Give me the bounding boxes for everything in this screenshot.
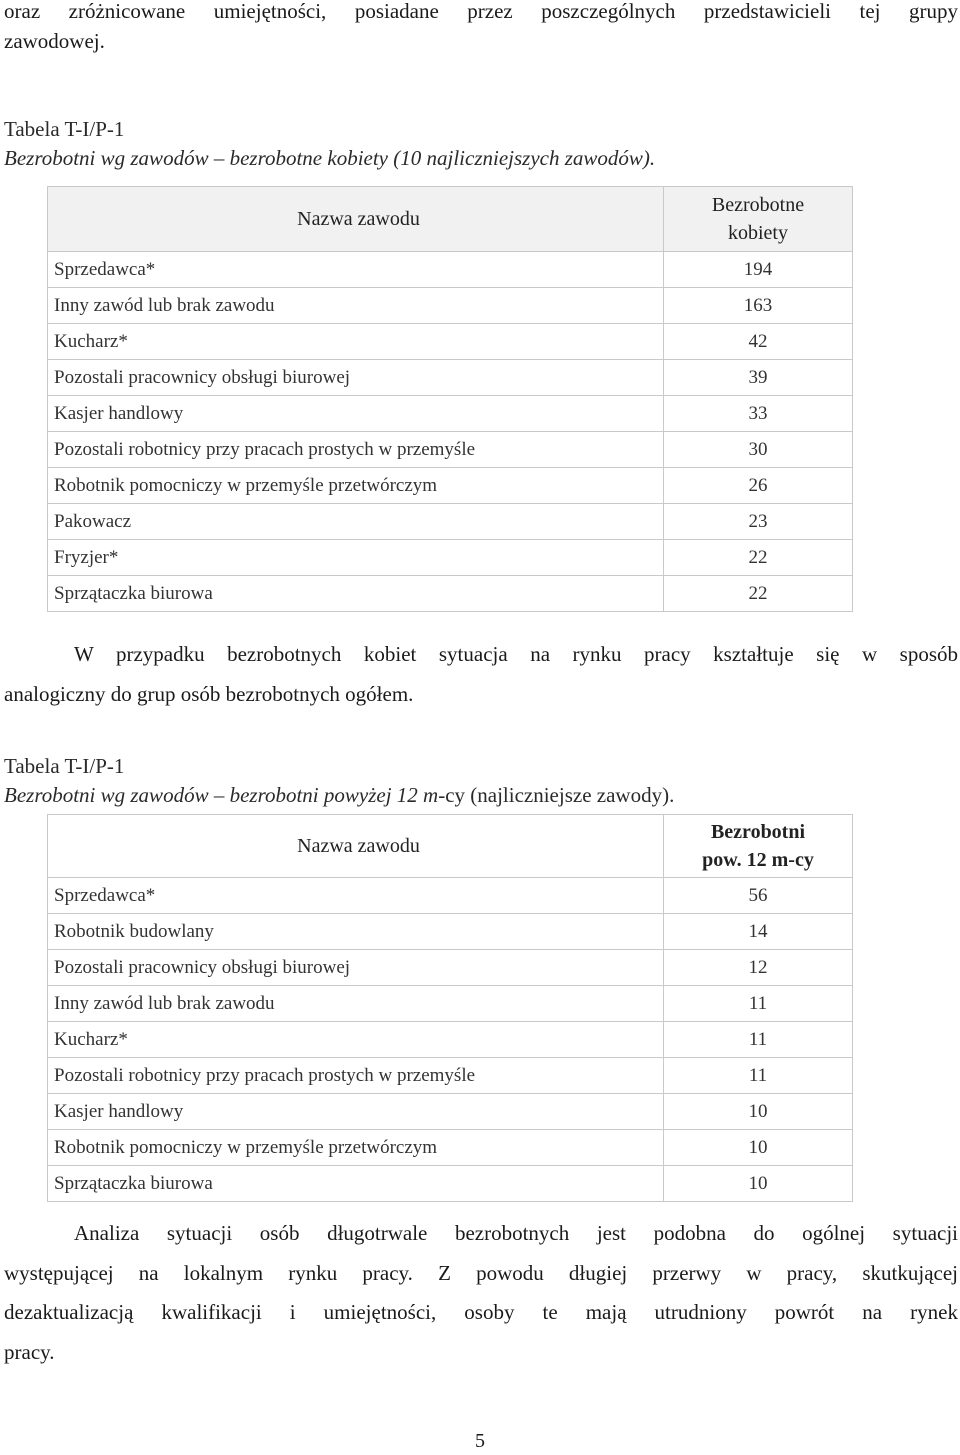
occupation-count: 14 <box>664 914 853 950</box>
women-line-2: analogiczny do grup osób bezrobotnych ogółem. <box>4 682 414 706</box>
occupation-count: 163 <box>664 288 853 324</box>
table-row <box>48 432 853 468</box>
table2-label: Tabela T-I/P-1 <box>4 754 125 778</box>
occupation-name: Sprzątaczka biurowa <box>48 1166 664 1202</box>
long-term-line-3: dezaktualizacją kwalifikacji i umiejętności, osoby te mają utrudniony powrót na rynek <box>4 1300 958 1324</box>
occupation-count: 10 <box>664 1166 853 1202</box>
table2-col-value-line1: Bezrobotni <box>710 821 806 843</box>
occupation-name: Robotnik pomocniczy w przemyśle przetwórczym <box>48 1130 664 1166</box>
table-row <box>48 576 853 612</box>
table-row <box>48 878 853 914</box>
occupation-count: 56 <box>664 878 853 914</box>
table2-title-part1: Bezrobotni wg zawodów – bezrobotni powyżej 12 m <box>4 783 439 807</box>
occupation-name: Sprzedawca* <box>48 878 664 914</box>
occupation-name: Pozostali pracownicy obsługi biurowej <box>48 360 664 396</box>
occupation-count: 22 <box>664 576 853 612</box>
occupation-count: 23 <box>664 504 853 540</box>
long-term-line-4: pracy. <box>4 1340 55 1364</box>
table-row <box>48 1130 853 1166</box>
long-term-line-1: Analiza sytuacji osób długotrwale bezrobotnych jest podobna do ogólnej sytuacji <box>74 1221 958 1245</box>
table1-col-value-line1: Bezrobotne <box>711 194 805 216</box>
occupation-name: Inny zawód lub brak zawodu <box>48 288 664 324</box>
occupation-count: 30 <box>664 432 853 468</box>
occupation-count: 10 <box>664 1094 853 1130</box>
occupation-count: 26 <box>664 468 853 504</box>
table2 <box>47 814 853 1202</box>
table-row <box>48 914 853 950</box>
occupation-name: Pozostali robotnicy przy pracach prostych w przemyśle <box>48 1058 664 1094</box>
table1-label: Tabela T-I/P-1 <box>4 117 125 141</box>
table2-col-name: Nazwa zawodu <box>48 815 664 878</box>
occupation-name: Kasjer handlowy <box>48 1094 664 1130</box>
occupation-count: 11 <box>664 1058 853 1094</box>
occupation-count: 33 <box>664 396 853 432</box>
intro-line-1: oraz zróżnicowane umiejętności, posiadane przez poszczególnych przedstawicieli tej grupy <box>4 0 958 23</box>
page-number: 5 <box>475 1430 485 1452</box>
occupation-name: Inny zawód lub brak zawodu <box>48 986 664 1022</box>
occupation-count: 42 <box>664 324 853 360</box>
table2-col-value-line2: pow. 12 m-cy <box>702 849 814 871</box>
table2-col-value <box>664 815 853 878</box>
table-row <box>48 1022 853 1058</box>
table-row <box>48 324 853 360</box>
table1-col-value-line2: kobiety <box>728 222 788 244</box>
women-line-1: W przypadku bezrobotnych kobiet sytuacja na rynku pracy kształtuje się w sposób <box>74 642 958 666</box>
table1-col-name: Nazwa zawodu <box>48 187 664 252</box>
occupation-name: Kucharz* <box>48 1022 664 1058</box>
occupation-name: Pozostali robotnicy przy pracach prostych w przemyśle <box>48 432 664 468</box>
occupation-count: 194 <box>664 252 853 288</box>
table-row <box>48 252 853 288</box>
occupation-name: Kasjer handlowy <box>48 396 664 432</box>
table2-title <box>4 780 674 810</box>
table-row <box>48 950 853 986</box>
table1 <box>47 186 853 612</box>
table1-title: Bezrobotni wg zawodów – bezrobotne kobiety (10 najliczniejszych zawodów). <box>4 146 656 170</box>
long-term-line-2: występującej na lokalnym rynku pracy. Z powodu długiej przerwy w pracy, skutkującej <box>4 1261 958 1285</box>
occupation-name: Pakowacz <box>48 504 664 540</box>
occupation-name: Robotnik budowlany <box>48 914 664 950</box>
occupation-count: 22 <box>664 540 853 576</box>
table-row <box>48 1058 853 1094</box>
intro-line-2: zawodowej. <box>4 29 105 53</box>
table-row <box>48 396 853 432</box>
table-row <box>48 288 853 324</box>
table1-col-value <box>664 187 853 252</box>
occupation-name: Sprzątaczka biurowa <box>48 576 664 612</box>
table-row <box>48 540 853 576</box>
occupation-count: 12 <box>664 950 853 986</box>
table-row <box>48 1166 853 1202</box>
table2-header-row <box>48 815 853 878</box>
occupation-name: Kucharz* <box>48 324 664 360</box>
table-row <box>48 468 853 504</box>
occupation-count: 10 <box>664 1130 853 1166</box>
table-row <box>48 504 853 540</box>
table-row <box>48 1094 853 1130</box>
occupation-name: Pozostali pracownicy obsługi biurowej <box>48 950 664 986</box>
occupation-count: 11 <box>664 1022 853 1058</box>
occupation-name: Fryzjer* <box>48 540 664 576</box>
occupation-name: Sprzedawca* <box>48 252 664 288</box>
table-row <box>48 360 853 396</box>
occupation-count: 39 <box>664 360 853 396</box>
table2-title-part2: -cy (najliczniejsze zawody). <box>438 783 675 807</box>
table-row <box>48 986 853 1022</box>
occupation-count: 11 <box>664 986 853 1022</box>
occupation-name: Robotnik pomocniczy w przemyśle przetwórczym <box>48 468 664 504</box>
table1-header-row <box>48 187 853 252</box>
